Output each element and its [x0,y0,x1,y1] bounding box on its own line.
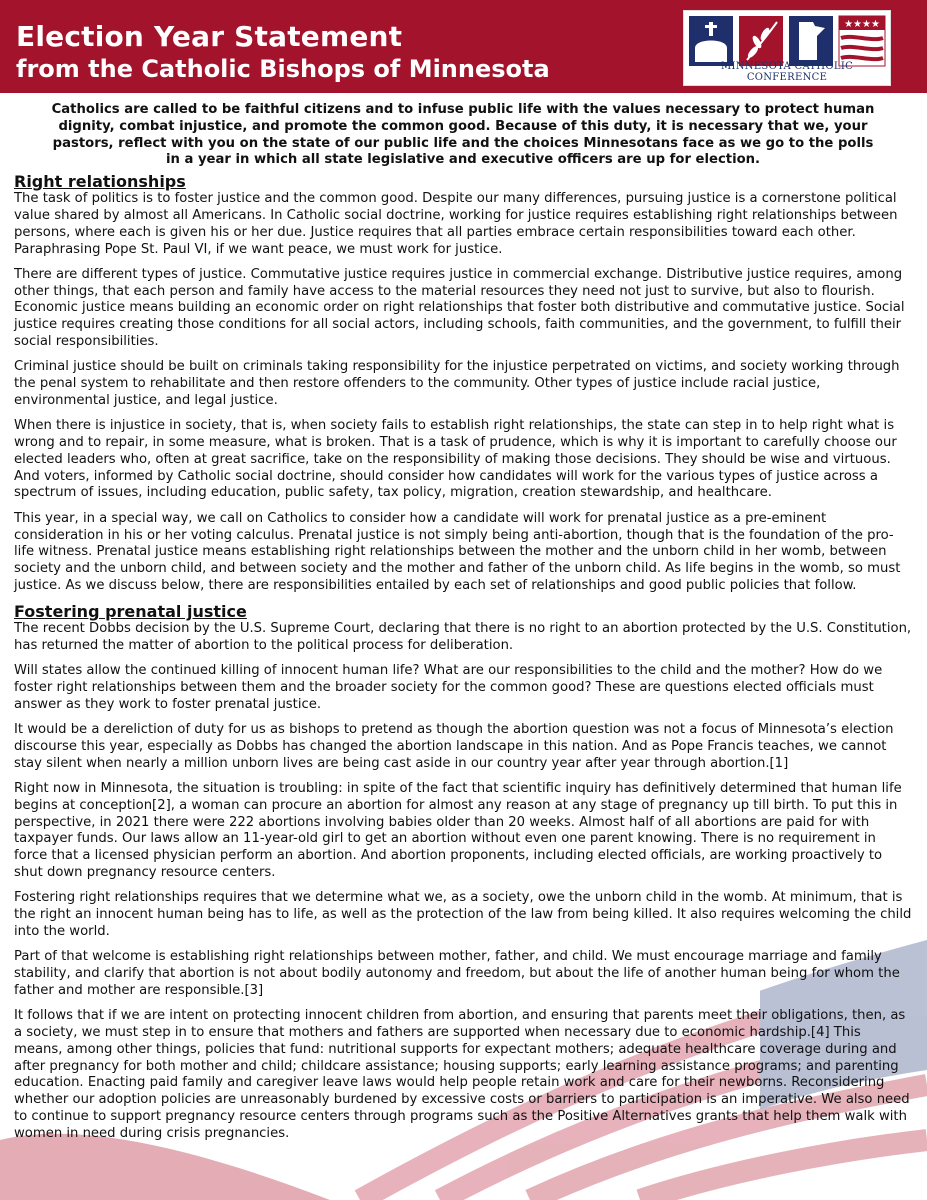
section-heading: Fostering prenatal justice [14,602,247,622]
section-right-relationships [14,173,912,595]
paragraph: Fostering right relationships requires that we determine what we, as a society, owe the unborn child in the womb. At minimum, that is the right an innocent human being has to life, as well as the protection of the law from being killed. It also requires welcoming the child into the world. [14,890,912,939]
mcc-logo [683,10,891,86]
paragraph: Will states allow the continued killing of innocent human life? What are our responsibilities to the child and the mother? How do we foster right relationships between them and the broader society for the common good? These are questions elected officials must answer as they work to foster prenatal justice. [14,663,883,712]
section-heading: Right relationships [14,172,186,192]
paragraph: When there is injustice in society, that is, when society fails to establish right relationships, the state can step in to help right what is wrong and to repair, in some measure, what is broken. That is a task of prudence, which is why it is important to carefully choose our elected leaders who, often at great sacrifice, take on the responsibility of making those decisions. They should be wise and virtuous. And voters, informed by Catholic social doctrine, should consider how candidates will work for the various types of justice across a spectrum of issues, including education, public safety, tax policy, migration, creation stewardship, and healthcare. [14,418,897,501]
paragraph: This year, in a special way, we call on Catholics to consider how a candidate will work for prenatal justice as a pre-eminent consideration in his or her voting calculus. Prenatal justice is not simply being anti-abortion, though that is the foundation of the pro-life witness. Prenatal justice means establishing right relationships between the mother and the unborn child in her womb, between society and the unborn child, and between society and the mother and father of the unborn child. As life begins in the womb, so must justice. As we discuss below, there are responsibilities entailed by each set of relationships and good public policies that follow. [14,510,901,593]
header-banner [0,0,927,93]
paragraph: There are different types of justice. Commutative justice requires justice in commercial exchange. Distributive justice requires, among other things, that each person and family have access to the material resources they need not just to survive, but also to flourish. Economic justice means building an economic order on right relationships that foster both distributive and commutative justice. Social justice requires creating those conditions for all social actors, including schools, faith communities, and the government, to fulfill their social responsibilities. [14,266,905,350]
statement-body [14,102,912,1151]
paragraph: Criminal justice should be built on criminals taking responsibility for the injustice perpetrated on victims, and society working through the penal system to rehabilitate and then restore offenders to the community. Other types of justice include racial justice, environmental justice, and legal justice. [14,359,900,408]
paragraph: It would be a dereliction of duty for us as bishops to pretend as though the abortion question was not a focus of Minnesota’s election discourse this year, especially as Dobbs has changed the abortion landscape in this nation. And as Pope Francis teaches, we cannot stay silent when nearly a million unborn lives are being cast aside in our country year after year through abortion.[1] [14,722,894,771]
logo-text: MINNESOTA CATHOLIC CONFERENCE [720,61,854,83]
paragraph: It follows that if we are intent on protecting innocent children from abortion, and ensuring that parents meet their obligations, then, as a society, we must step in to ensure that mothers and fathers are supported when necessary due to economic hardship.[4] This means, among other things, policies that fund: nutritional supports for expectant mothers; adequate healthcare coverage during and after pregnancy for both mother and child; childcare assistance; housing supports; early learning assistance programs; and parenting education. Enacting paid family and caregiver leave laws would help people retain work and care for their newborns. Reconsidering whether our adoption policies are unreasonably burdened by excessive costs or barriers to participation is an imperative. We also need to continue to support pregnancy resource centers through programs such as the Positive Alternatives grants that help them walk with women in need during crisis pregnancies. [14,1008,910,1141]
paragraph: The recent Dobbs decision by the U.S. Supreme Court, declaring that there is no right to an abortion protected by the U.S. Constitution, has returned the matter of abortion to the political process for deliberation. [14,621,912,654]
section-fostering-prenatal-justice [14,603,912,1142]
intro-paragraph: Catholics are called to be faithful citizens and to infuse public life with the values necessary to protect human dignity, combat injustice, and promote the common good. Because of this duty, it is necessary that we, your pastors, reflect with you on the state of our public life and the choices Minnesotans face as we go to the polls in a year in which all state legislative and executive officers are up for election. [51,102,875,168]
paragraph: Right now in Minnesota, the situation is troubling: in spite of the fact that scientific inquiry has definitively determined that human life begins at conception[2], a woman can procure an abortion for almost any reason at any stage of pregnancy up till birth. To put this in perspective, in 2021 there were 222 abortions involving babies older than 20 weeks. Almost half of all abortions are paid for with taxpayer funds. Our laws allow an 11-year-old girl to get an abortion without even one parent knowing. There is no requirement in force that a licensed physician perform an abortion. And abortion proponents, including elected officials, are working proactively to shut down pregnancy resource centers. [14,781,902,881]
paragraph: The task of politics is to foster justice and the common good. Despite our many differences, pursuing justice is a cornerstone political value shared by almost all Americans. In Catholic social doctrine, working for justice requires establishing right relationships between persons, where each is given his or her due. Justice requires that all parties embrace certain responsibilities toward each other. Paraphrasing Pope St. Paul VI, if we want peace, we must work for justice. [14,191,898,257]
svg-text:★★★★: ★★★★ [844,19,880,30]
paragraph: Part of that welcome is establishing right relationships between mother, father, and child. We must encourage marriage and family stability, and clarify that abortion is not about bodily autonomy and freedom, but about the life of another human being for whom the father and mother are responsible.[3] [14,949,900,998]
page-subtitle: from the Catholic Bishops of Minnesota [16,55,550,83]
logo-icons [687,14,887,68]
page-title: Election Year Statement [16,20,403,53]
